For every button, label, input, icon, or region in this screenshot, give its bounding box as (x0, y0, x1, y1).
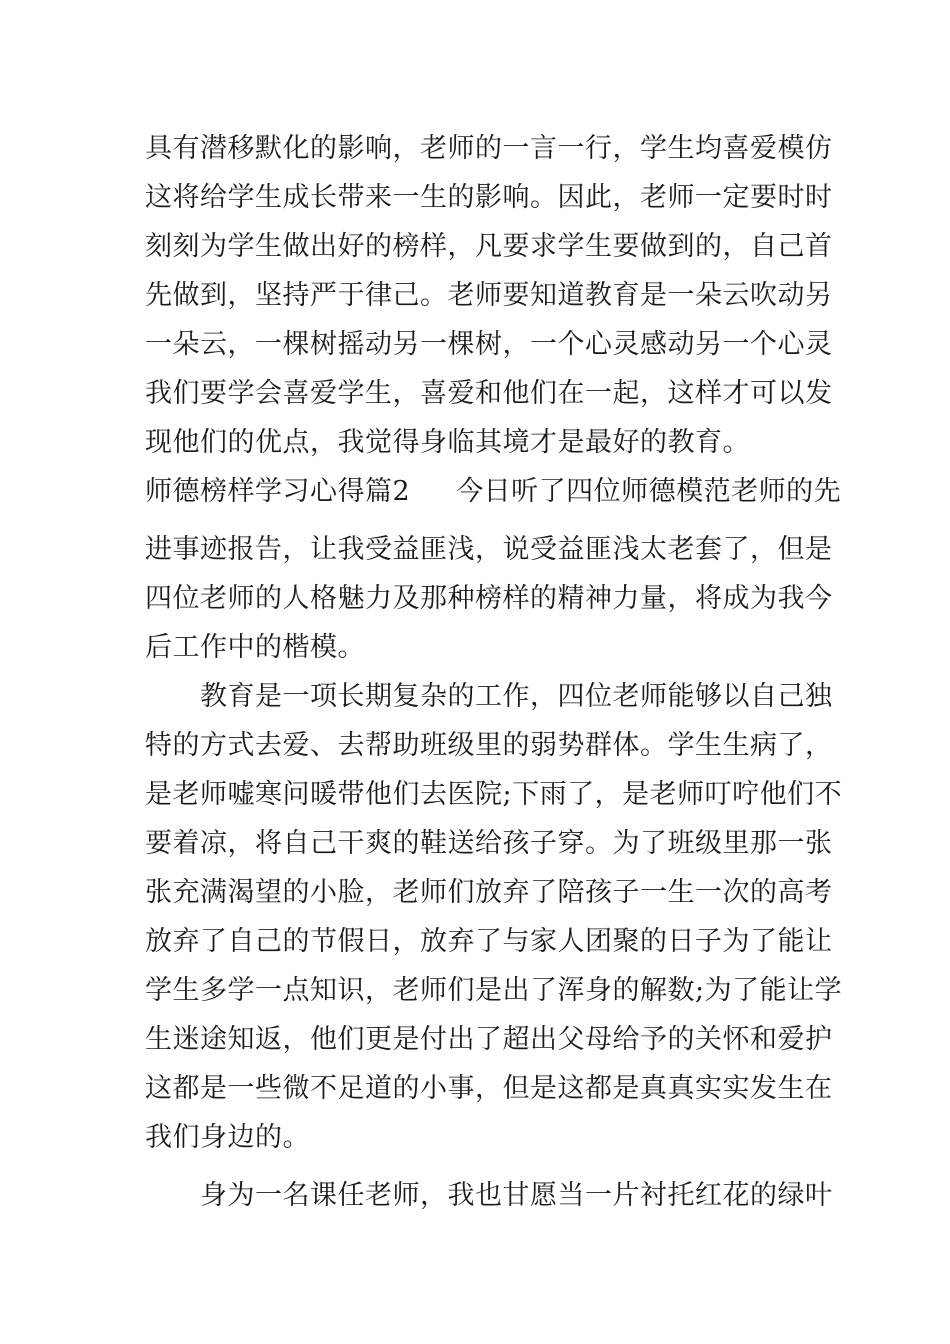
text-line: 我们身边的。 (145, 1122, 310, 1153)
text-line: 现他们的优点，我觉得身临其境才是最好的教育。 (145, 427, 750, 458)
text-line: 这将给学生成长带来一生的影响。因此，老师一定要时时 (145, 182, 833, 213)
text-line: 一朵云，一棵树摇动另一棵树，一个心灵感动另一个心灵 (145, 329, 833, 360)
text-line: 我们要学会喜爱学生，喜爱和他们在一起，这样才可以发 (145, 378, 833, 409)
text-line: 四位老师的人格魅力及那种榜样的精神力量，将成为我今 (145, 583, 833, 614)
section-heading: 师德榜样学习心得篇2 (145, 476, 411, 507)
text-line: 放弃了自己的节假日，放弃了与家人团聚的日子为了能让 (145, 926, 833, 957)
paragraph-first-line: 身为一名课任老师，我也甘愿当一片衬托红花的绿叶 (145, 1180, 833, 1211)
text-line: 要着凉，将自己干爽的鞋送给孩子穿。为了班级里那一张 (145, 828, 833, 859)
section-lead-text: 今日听了四位师德模范老师的先 (456, 476, 842, 507)
text-line: 后工作中的楷模。 (145, 632, 365, 663)
text-line: 具有潜移默化的影响，老师的一言一行，学生均喜爱模仿 (145, 133, 833, 164)
section-heading-line (145, 472, 842, 512)
text-line: 进事迹报告，让我受益匪浅，说受益匪浅太老套了，但是 (145, 534, 833, 565)
text-line: 张充满渴望的小脸，老师们放弃了陪孩子一生一次的高考 (145, 877, 833, 908)
text-line: 刻刻为学生做出好的榜样，凡要求学生要做到的，自己首 (145, 231, 833, 262)
text-line: 生迷途知返，他们更是付出了超出父母给予的关怀和爱护 (145, 1024, 833, 1055)
text-line: 学生多学一点知识，老师们是出了浑身的解数;为了能让学 (145, 975, 843, 1006)
text-line: 这都是一些微不足道的小事，但是这都是真真实实发生在 (145, 1073, 833, 1104)
text-line: 特的方式去爱、去帮助班级里的弱势群体。学生生病了， (145, 730, 833, 761)
text-line: 是老师嘘寒问暖带他们去医院;下雨了，是老师叮咛他们不 (145, 779, 843, 810)
text-line: 先做到，坚持严于律己。老师要知道教育是一朵云吹动另 (145, 280, 833, 311)
paragraph-first-line: 教育是一项长期复杂的工作，四位老师能够以自己独 (145, 681, 833, 712)
